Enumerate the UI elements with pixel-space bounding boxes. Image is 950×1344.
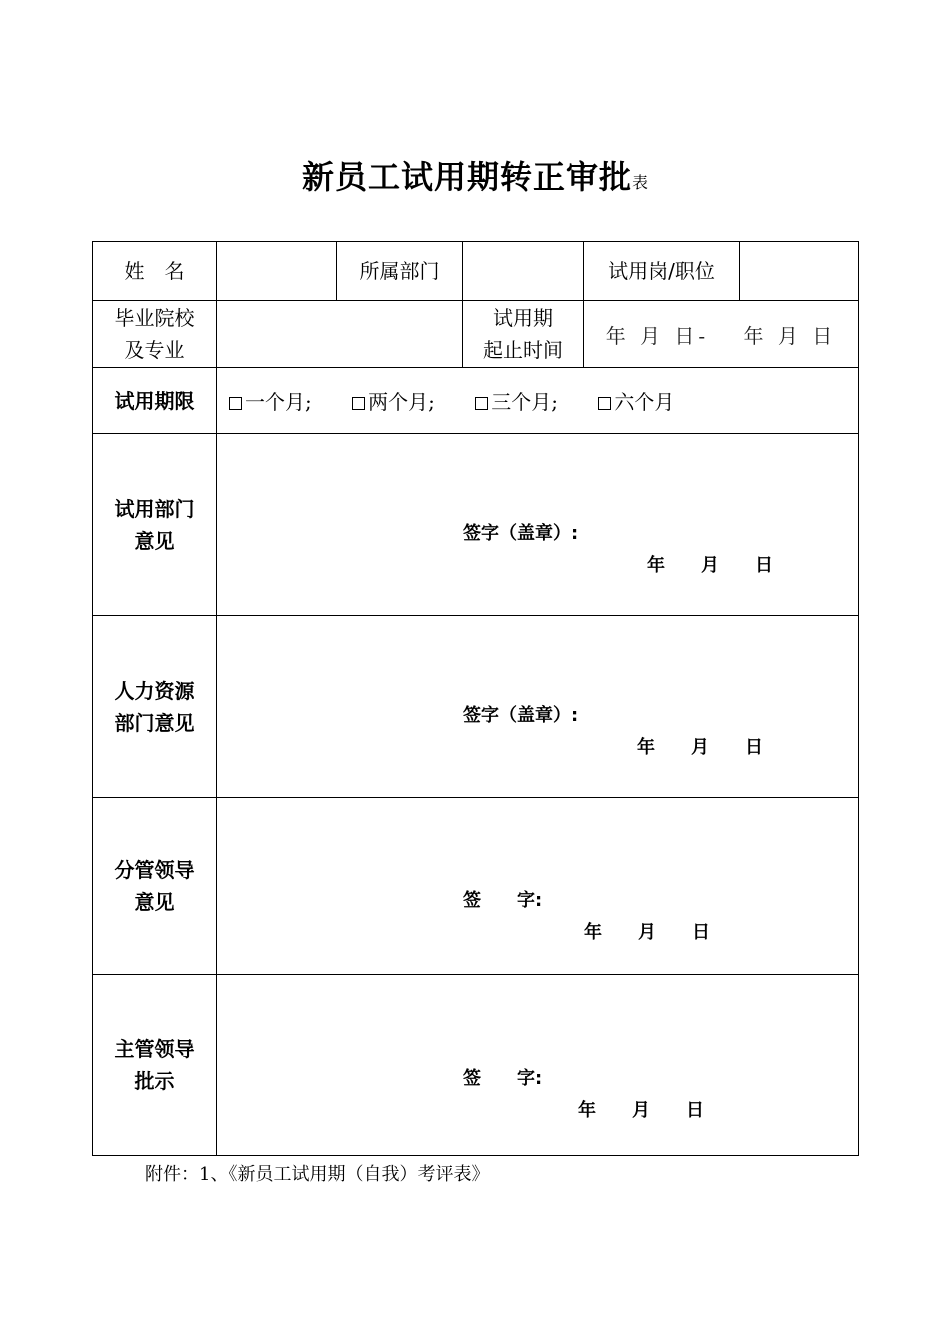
school-label-line1: 毕业院校 <box>114 306 195 330</box>
row-chief-leader-approval <box>93 975 859 1156</box>
dept-sign-date <box>647 551 773 577</box>
school-label <box>93 301 217 368</box>
approval-form-table <box>92 241 859 1156</box>
row-education-period <box>93 301 859 368</box>
date-month: 月 <box>638 922 656 943</box>
date-year: 年 <box>647 555 665 576</box>
dept-opinion-label <box>93 434 217 616</box>
hr-opinion-field[interactable] <box>217 616 859 798</box>
term-option-2[interactable] <box>352 386 435 415</box>
period-label-line1: 试用期 <box>493 306 553 330</box>
term-option-3[interactable] <box>475 386 558 415</box>
title-suffix: 表 <box>632 173 649 192</box>
row-hr-opinion <box>93 616 859 798</box>
row-basic-info <box>93 242 859 301</box>
row-probation-term <box>93 368 859 434</box>
date-day: 日 <box>686 1100 704 1121</box>
chief-leader-label-line1: 主管领导 <box>114 1037 195 1061</box>
dept-sign-label: 签字（盖章）: <box>463 523 579 544</box>
chief-leader-label <box>93 975 217 1156</box>
name-label: 姓 名 <box>93 242 217 301</box>
checkbox-icon[interactable] <box>598 397 611 410</box>
department-field[interactable] <box>463 242 584 301</box>
checkbox-icon[interactable] <box>229 397 242 410</box>
dept-opinion-label-line1: 试用部门 <box>114 496 195 521</box>
period-label-line2: 起止时间 <box>483 338 563 362</box>
period-date-range[interactable]: 年 月 日- 年 月 日 <box>584 301 859 368</box>
checkbox-icon[interactable] <box>352 397 365 410</box>
row-dept-opinion <box>93 434 859 616</box>
school-field[interactable] <box>217 301 463 368</box>
school-label-line2: 及专业 <box>124 338 185 362</box>
row-division-leader-opinion <box>93 798 859 975</box>
term-option-3-label: 三个月; <box>491 390 558 414</box>
term-options <box>217 368 859 434</box>
dept-opinion-field[interactable] <box>217 434 859 616</box>
division-leader-field[interactable] <box>217 798 859 975</box>
name-field[interactable] <box>217 242 337 301</box>
attachment-note: 附件：1、《新员工试用期（自我）考评表》 <box>145 1164 490 1185</box>
date-day: 日 <box>745 737 763 758</box>
form-title <box>0 152 950 198</box>
term-label: 试用期限 <box>93 368 217 434</box>
chief-sign-date <box>578 1096 704 1122</box>
term-option-1[interactable] <box>229 386 312 415</box>
term-option-1-label: 一个月; <box>245 390 312 414</box>
date-month: 月 <box>701 555 719 576</box>
chief-leader-label-line2: 批示 <box>134 1069 175 1093</box>
hr-opinion-label-line1: 人力资源 <box>114 678 195 703</box>
term-option-2-label: 两个月; <box>368 390 435 414</box>
position-label: 试用岗/职位 <box>584 242 740 301</box>
date-year: 年 <box>584 922 602 943</box>
date-day: 日 <box>755 555 773 576</box>
title-main: 新员工试用期转正审批 <box>301 158 632 196</box>
date-year: 年 <box>637 737 655 758</box>
term-option-4-label: 六个月 <box>614 390 675 414</box>
term-option-4[interactable] <box>598 386 674 415</box>
period-label <box>463 301 584 368</box>
position-field[interactable] <box>740 242 859 301</box>
chief-sign-label: 签 字: <box>463 1068 543 1089</box>
date-year: 年 <box>578 1100 596 1121</box>
date-day: 日 <box>692 922 710 943</box>
hr-opinion-label-line2: 部门意见 <box>114 710 195 735</box>
division-leader-label-line2: 意见 <box>134 890 175 914</box>
checkbox-icon[interactable] <box>475 397 488 410</box>
hr-opinion-label <box>93 616 217 798</box>
department-label: 所属部门 <box>337 242 463 301</box>
division-leader-label-line1: 分管领导 <box>114 858 195 882</box>
hr-sign-label: 签字（盖章）: <box>463 705 579 726</box>
division-sign-label: 签 字: <box>463 890 543 911</box>
date-month: 月 <box>691 737 709 758</box>
division-leader-label <box>93 798 217 975</box>
date-month: 月 <box>632 1100 650 1121</box>
division-sign-date <box>584 918 710 944</box>
dept-opinion-label-line2: 意见 <box>134 528 175 553</box>
hr-sign-date <box>637 733 763 759</box>
chief-leader-field[interactable] <box>217 975 859 1156</box>
